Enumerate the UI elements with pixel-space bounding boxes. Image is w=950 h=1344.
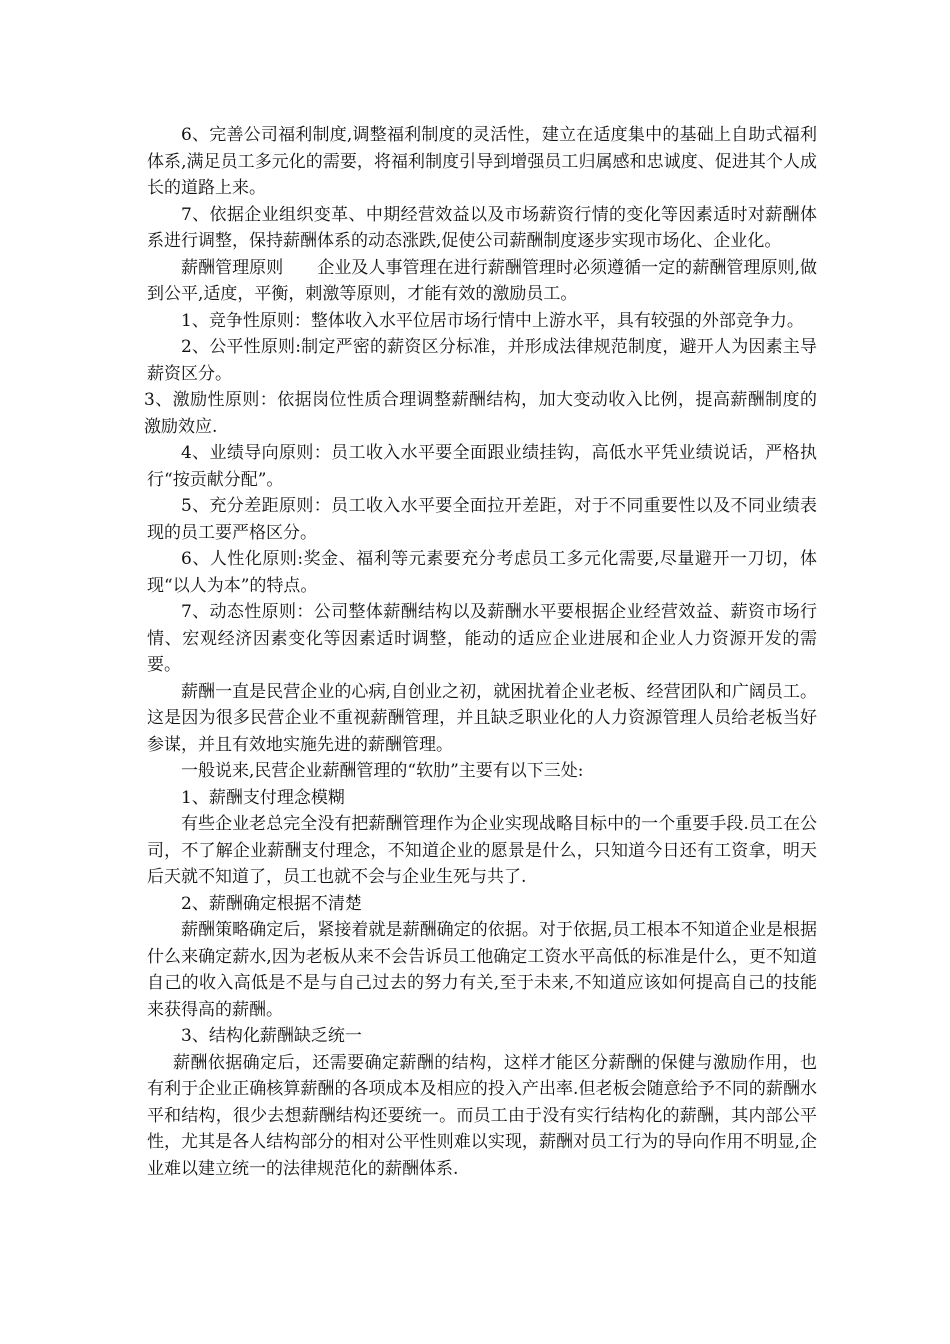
paragraph-principle-competitive: 1、竞争性原则：整体收入水平位居市场行情中上游水平，具有较强的外部竞争力。: [181, 310, 804, 331]
heading-weakness-1: 1、薪酬支付理念模糊: [181, 787, 345, 808]
paragraph-weakness-3-detail: 薪酬依据确定后，还需要确定薪酬的结构，这样才能区分薪酬的保健与激励作用，也有利于企业正确核算薪酬的各项成本及相应的投入产出率.但老板会随意给予不同的薪酬水平和结构，很少去想薪酬结构还要统一。而员工由于没有实行结构化的薪酬，其内部公平性，尤其是各人结构部分的相对公平性则难以实现，薪酬对员工行为的导向作用不明显,企业难以建立统一的法律规范化的薪酬体系.: [147, 1052, 817, 1179]
paragraph-salary-principles-intro: 薪酬管理原则 企业及人事管理在进行薪酬管理时必须遵循一定的薪酬管理原则,做到公平,适度，平衡，刺激等原则，才能有效的激励员工。: [147, 257, 817, 304]
paragraph-principle-fairness: 2、公平性原则:制定严密的薪资区分标准，并形成法律规范制度，避开人为因素主导薪资区分。: [147, 337, 817, 384]
paragraph-principle-humanized: 6、人性化原则:奖金、福利等元素要充分考虑员工多元化需要,尽量避开一刀切，体现“以人为本”的特点。: [147, 549, 817, 596]
paragraph-weakness-1-detail: 有些企业老总完全没有把薪酬管理作为企业实现战略目标中的一个重要手段.员工在公司，不了解企业薪酬支付理念，不知道企业的愿景是什么，只知道今日还有工资拿，明天后天就不知道了，员工也就不会与企业生死与共了.: [147, 814, 817, 887]
paragraph-dynamic-adjustment: 7、依据企业组织变革、中期经营效益以及市场薪资行情的变化等因素适时对薪酬体系进行调整，保持薪酬体系的动态涨跌,促使公司薪酬制度逐步实现市场化、企业化。: [147, 204, 817, 251]
heading-weakness-2: 2、薪酬确定根据不清楚: [181, 893, 362, 914]
paragraph-principle-incentive: 3、激励性原则：依据岗位性质合理调整薪酬结构，加大变动收入比例，提高薪酬制度的激励效应.: [144, 390, 817, 437]
paragraph-private-enterprise-problem: 薪酬一直是民营企业的心病,自创业之初，就困扰着企业老板、经营团队和广阔员工。这是因为很多民营企业不重视薪酬管理，并且缺乏职业化的人力资源管理人员给老板当好参谋，并且有效地实施先进的薪酬管理。: [147, 681, 817, 755]
paragraph-weaknesses-intro: 一般说来,民营企业薪酬管理的“软肋”主要有以下三处:: [181, 761, 584, 781]
paragraph-principle-dynamic: 7、动态性原则：公司整体薪酬结构以及薪酬水平要根据企业经营效益、薪资市场行情、宏观经济因素变化等因素适时调整，能动的适应企业进展和企业人力资源开发的需要。: [147, 602, 817, 675]
heading-weakness-3: 3、结构化薪酬缺乏统一: [181, 1026, 362, 1046]
paragraph-principle-performance: 4、业绩导向原则：员工收入水平要全面跟业绩挂钩，高低水平凭业绩说话，严格执行“按贡献分配”。: [147, 443, 817, 490]
paragraph-welfare-system: 6、完善公司福利制度,调整福利制度的灵活性，建立在适度集中的基础上自助式福利体系,满足员工多元化的需要，将福利制度引导到增强员工归属感和忠诚度、促进其个人成长的道路上来。: [147, 125, 817, 198]
document-body: [144, 122, 817, 1182]
paragraph-weakness-2-detail: 薪酬策略确定后，紧接着就是薪酬确定的依据。对于依据,员工根本不知道企业是根据什么来确定薪水,因为老板从来不会告诉员工他确定工资水平高低的标准是什么，更不知道自己的收入高低是不是与自己过去的努力有关,至于未来,不知道应该如何提高自己的技能来获得高的薪酬。: [147, 920, 817, 1020]
paragraph-principle-differential: 5、充分差距原则：员工收入水平要全面拉开差距，对于不同重要性以及不同业绩表现的员工要严格区分。: [147, 496, 817, 543]
